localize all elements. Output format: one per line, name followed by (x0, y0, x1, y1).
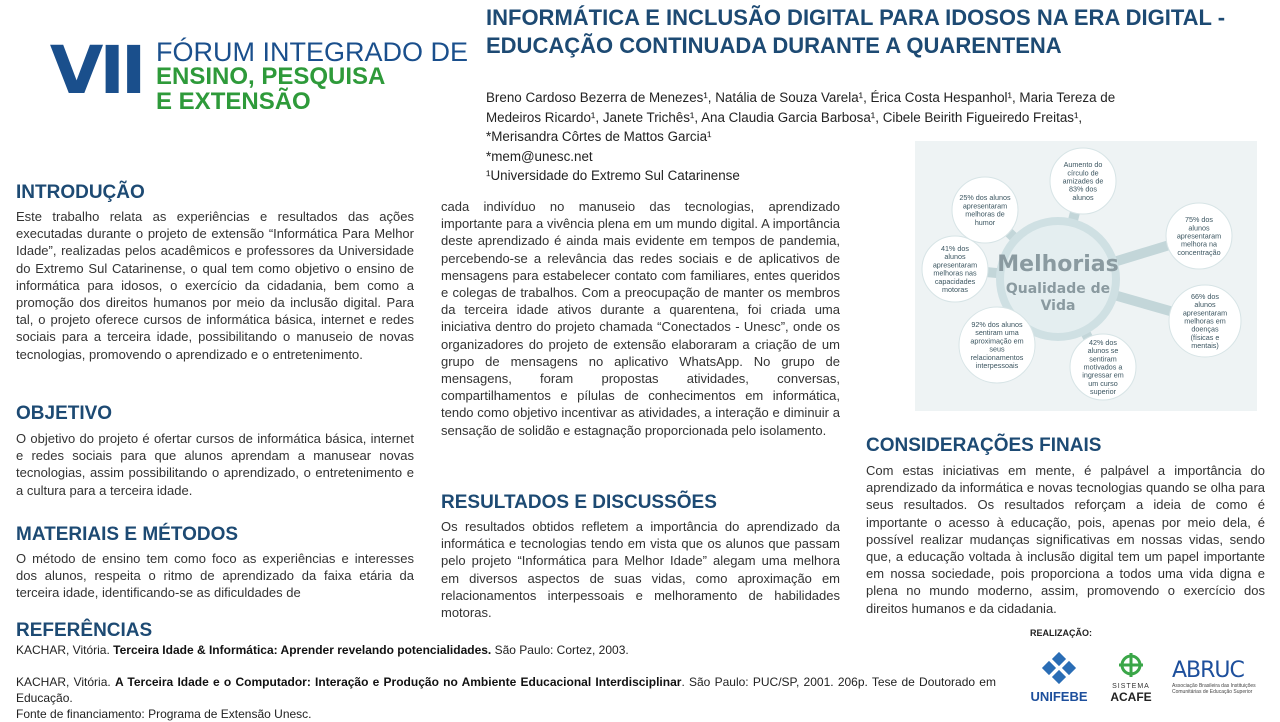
unifebe-logo (1026, 652, 1092, 704)
metodos-continued-text: cada indivíduo no manuseio das tecnologias, aprendizado importante para a vivência plena em um mundo digital. A importância deste aprendizado é ainda mais evidente em tempos de pandemia, percebendo-se a relevância das redes sociais e de aplicativos de mensagens para estabelecer contato com familiares, entes queridos e colegas de trabalhos. Com a preocupação de manter os membros da terceira idade ativos durante a quarentena, foi criada uma iniciativa dentro do projeto chamada “Conectados - Unesc”, onde os organizadores do projeto de extensão elaboraram a criação de um grupo de mensagens no aplicativo WhatsApp. No grupo de mensagens, foram propostas atividades, conversas, compartilhamentos e pílulas de conhecimentos em informática, tendo como objetivo incentivar as atividades, a interação e diminuir a sensação de solidão e estagnação proporcionada pelo isolamento. (441, 199, 840, 438)
objetivo-text: O objetivo do projeto é ofertar cursos de informática básica, internet e redes sociais para que alunos aprendam a manusear novas tecnologias, assim possibilitando o aprendizado, o entretenimento e a cultura para a terceira idade. (16, 431, 414, 498)
unifebe-wordmark: UNIFEBE (1030, 689, 1088, 704)
reference-2-publisher: . São Paulo: PUC/SP, 2001. 206p. Tese de Doutorado em Educação. (16, 675, 996, 705)
consideracoes-text: Com estas iniciativas em mente, é palpável a importância do aprendizado da informática e novas tecnologias quando se olha para seus resultados. Os resultados reforçam a ideia de como é importante o acesso à educação, pois, apenas por meio dela, é possível realizar mudanças significativas em nossas vidas, sendo que, a educação voltada à inclusão digital tem um papel importante em nossa sociedade, pois proporciona a todos uma vida digna e plena no mundo moderno, assim, promovendo o exercício dos direitos humanos e da cidadania. (866, 463, 1265, 616)
infographic-bubble-text-6: 41% dos alunos apresentaram melhoras nas capacidades motoras (932, 244, 978, 294)
infographic-center-title: Melhorias (997, 252, 1119, 277)
objetivo-heading: OBJETIVO (16, 403, 113, 424)
metodos-text: O método de ensino tem como foco as experiências e interesses dos alunos, respeita o ritmo de aprendizado da faixa etária da terceira idade, identificando-se as dificuldades de (16, 551, 414, 601)
referencias-heading: REFERÊNCIAS (16, 620, 153, 641)
acafe-wordmark: ACAFE (1110, 690, 1152, 704)
event-logo-line1: FÓRUM INTEGRADO DE (156, 37, 469, 67)
authors-line3: *Merisandra Côrtes de Mattos Garcia¹ (486, 129, 712, 144)
reference-1 (16, 642, 1006, 658)
event-logo-line3: E EXTENSÃO (156, 88, 311, 115)
reference-1-author: KACHAR, Vitória. (16, 643, 114, 657)
reference-2-author: KACHAR, Vitória. (16, 675, 115, 689)
contact-email: *mem@unesc.net (486, 148, 593, 164)
funding-note: Fonte de financiamento: Programa de Extensão Unesc. (16, 707, 312, 721)
reference-2-title: A Terceira Idade e o Computador: Interação e Produção no Ambiente Educacional Interdisciplinar (114, 675, 682, 689)
infographic-bubble-text-5: 92% dos alunos sentiram uma aproximação em seus relacionamentos interpessoais (970, 320, 1024, 370)
infographic-bubble-text-1: Aumento do círculo de amizades de 83% dos alunos (1062, 160, 1104, 202)
resultados-heading: RESULTADOS E DISCUSSÕES (441, 492, 717, 513)
unifebe-mark-icon (1026, 652, 1092, 684)
infographic-center-subtitle: Qualidade de (1005, 281, 1111, 297)
abruc-logo (1172, 658, 1268, 706)
event-logo-numeral: VII (49, 32, 143, 109)
intro-text: Este trabalho relata as experiências e resultados das ações executadas durante o projeto de extensão “Informática Para Melhor Idade”, realizadas pelos acadêmicos e professores da Universidade do Extremo Sul Catarinense, o qual tem como objetivo o ensino de informática para idosos, o exercício da cidadania, bem como a promoção dos direitos humanos por meio da inclusão digital. Para tal, o projeto oferece cursos de informática básica, internet e redes sociais para a terceira idade, possibilitando o manuseio de novas tecnologias, promovendo o aprendizado e o entretenimento. (16, 209, 414, 362)
event-logo-line2: ENSINO, PESQUISA (156, 63, 386, 90)
abruc-subtitle-2: Comunitárias de Educação Superior (1172, 689, 1253, 695)
infographic-center-subtitle-2: Vida (1040, 298, 1076, 314)
infographic-bubble-text-3: 66% dos alunos apresentaram melhoras em doenças (físicas e mentais) (1182, 291, 1228, 351)
authors-line2: Medeiros Ricardo¹, Janete Trichês¹, Ana Claudia Garcia Barbosa¹, Cibele Beirith Figueiredo Freitas¹, (486, 109, 1083, 125)
infographic-bubble-text-4: 42% dos alunos se sentiram motivados a ingressar em um curso superior (1082, 337, 1124, 397)
infographic-bubble-text-2: 75% dos alunos apresentaram melhora na concentração (1176, 215, 1222, 257)
resultados-text: Os resultados obtidos refletem a importância do aprendizado da informática e tecnologias tendo em vista que os alunos que passam pelo projeto “Informática para Melhor Idade” alegam uma melhora em diversos aspectos de suas vidas, como aproximação em relacionamentos interpessoais e melhoramento de habilidades motoras. (441, 519, 840, 621)
acafe-system-label: SISTEMA (1112, 683, 1150, 690)
metodos-heading: MATERIAIS E MÉTODOS (16, 524, 239, 545)
poster-title: INFORMÁTICA E INCLUSÃO DIGITAL PARA IDOSOS NA ERA DIGITAL - EDUCAÇÃO CONTINUADA DURANTE A QUARENTENA (486, 5, 1226, 58)
reference-1-publisher: São Paulo: Cortez, 2003. (491, 643, 629, 657)
abruc-wordmark: ABRUC (1172, 658, 1244, 683)
authors-line1: Breno Cardoso Bezerra de Menezes¹, Natália de Souza Varela¹, Érica Costa Hespanhol¹, Maria Tereza de (486, 90, 1116, 105)
intro-heading: INTRODUÇÃO (16, 182, 145, 203)
affiliation: ¹Universidade do Extremo Sul Catarinense (486, 168, 740, 183)
sponsors-label: REALIZAÇÃO: (1030, 628, 1092, 638)
infographic-bubble-text-7: 25% dos alunos apresentaram melhoras de humor (959, 193, 1011, 227)
infographic-canvas (915, 141, 1257, 411)
acafe-logo (1102, 652, 1160, 704)
acafe-mark-icon (1102, 652, 1160, 678)
abruc-subtitle-1: Associação Brasileira das Instituições (1172, 683, 1256, 689)
consideracoes-heading: CONSIDERAÇÕES FINAIS (866, 435, 1102, 456)
reference-1-title: Terceira Idade & Informática: Aprender revelando potencialidades. (113, 643, 492, 657)
improvements-infographic (915, 141, 1257, 411)
reference-2 (16, 674, 996, 706)
